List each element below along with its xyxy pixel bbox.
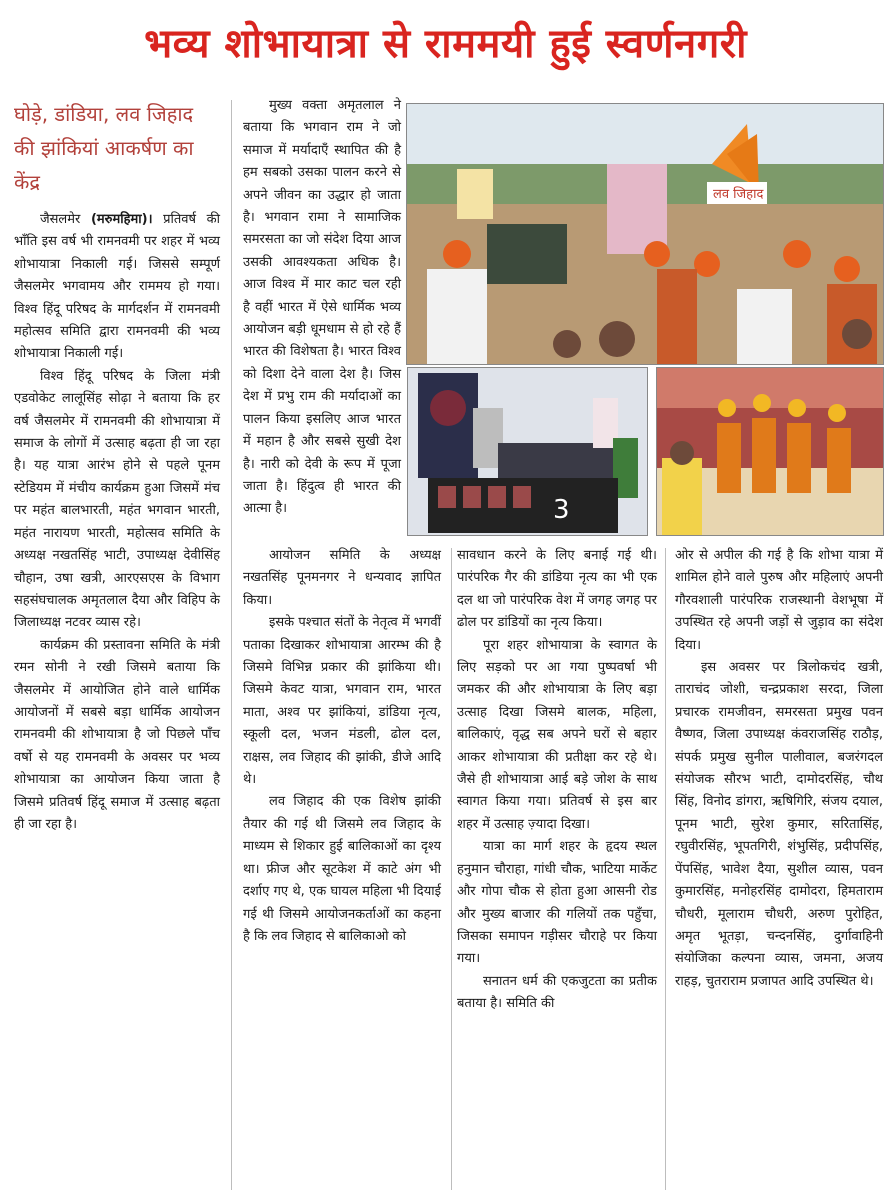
column-1 [14, 209, 220, 836]
col1-paragraph-3: कार्यक्रम की प्रस्तावना समिति के मंत्री रमन सोनी ने रखी जिसमे बताया कि जैसलमेर में आयोजित होने वाले धार्मिक आयोजनों में सबसे बड़ा धार्मिक आयोजन रामनवमी की शोभायात्रा है जो पिछले पाँच वर्षो से यह रामनवमी के अवसर पर भव्य शोभायात्रा का आयोजन किया जाता है जिसमे प्रतिवर्ष हिंदू समाज में उत्साह बढ़ता ही जा रहा है। [14, 637, 220, 832]
ram-darbar-photo-illustration [657, 368, 883, 535]
tableau-photo [407, 367, 648, 536]
col1-paragraph-1: प्रतिवर्ष की भाँति इस वर्ष भी रामनवमी पर शहर में भव्य शोभायात्रा निकाली गई। जिससे सम्पूर्ण जैसलमेर भगवामय और राममय हो गया। विश्व हिंदू परिषद के मार्गदर्शन में रामनवमी महोत्सव समिति द्वारा रामनवमी की भव्य शोभायात्रा निकाली गई। [14, 212, 220, 362]
col2-paragraph-1: मुख्य वक्ता अमृतलाल ने बताया कि भगवान राम ने जो समाज में मर्यादाएँ स्थापित की है हम सबको उसका पालन करने से अपने जीवन का उद्धार हो जाता है। भगवान रामा ने सामाजिक समरसता का जो संदेश दिया आज उसकी आवश्यकता अधिक है। आज विश्व में मार काट चल रही है वहीं भारत में ऐसे धार्मिक भव्य आयोजन बड़ी धूमधाम से हो रहे हैं भारत की विशेषता है। भारत विश्व को दिशा देने वाला देश है। जिस देश में प्रभु राम की मर्यादाओं का पालन किया इसलिए आज भारत में महान है और सबसे सुखी देश है। नारी को देवी के रूप में पूजा जाता है। हिंदुत्व ही भारत की आत्मा है। [243, 98, 401, 517]
headline: भव्य शोभायात्रा से राममयी हुई स्वर्णनगरी [144, 21, 747, 67]
subheadline: घोड़े, डांडिया, लव जिहाद की झांकियां आकर्षण का केंद्र [14, 102, 194, 194]
column-2 [243, 95, 401, 521]
column-divider-1 [231, 100, 232, 1190]
col4-paragraph-2: इस अवसर पर त्रिलोकचंद खत्री, ताराचंद जोशी, चन्द्रप्रकाश सरदा, जिला प्रचारक रामजीवन, समरसता प्रमुख पवन वैष्णव, जिला उपाध्यक्ष कंवराजसिंह राठौड़, संपर्क प्रमुख सुनील पालीवाल, बजरंगदल संयोजक सौरभ भाटी, दामोदरसिंह, चौथ सिंह, विनोद डांगरा, ऋषिगिरि, संजय दयाल, पूनम भाटी, सुरेश कुमार, सरितासिंह, रघुवीरसिंह, भूपतगिरी, शंभुसिंह, प्रदीपसिंह, पेंपसिंह, भावेश दैया, सुशील व्यास, पवन कुमारसिंह, मनोहरसिंह दामोदरा, हिमताराम चौधरी, मूलाराम चौधरी, अरुण पुरोहित, अमृत भूतड़ा, चन्दनसिंह, दुर्गावाहिनी संयोजिका कल्पना व्यास, जमना, अजय राहड़, चुतराराम प्रजापत आदि उपस्थित थे। [675, 660, 883, 989]
col3-paragraph-4: सनातन धर्म की एकजुटता का प्रतीक बताया है। समिति की [457, 973, 657, 1012]
column-divider-3 [665, 548, 666, 1190]
column-3 [457, 545, 657, 1016]
col4-paragraph-1: ओर से अपील की गई है कि शोभा यात्रा में शामिल होने वाले पुरुष और महिलाएं अपनी गौरवशाली पारंपरिक राजस्थानी वेशभूषा में उपस्थित रहे अपनी जड़ों से जुड़ाव का संदेश दिया। [675, 548, 883, 653]
tableau-photo-illustration [408, 368, 647, 535]
ram-darbar-photo [656, 367, 884, 536]
banner-text: लव जिहाद [713, 187, 764, 202]
dateline-city: जैसलमेर [40, 212, 81, 227]
col2-paragraph-2: आयोजन समिति के अध्यक्ष नखतसिंह पूनमनगर ने धन्यवाद ज्ञापित किया। [243, 548, 441, 608]
tableau-number: 3 [553, 495, 570, 525]
col3-paragraph-3: यात्रा का मार्ग शहर के हृदय स्थल हनुमान चौराहा, गांधी चौक, भाटिया मार्केट और गोपा चौक से होता हुआ आसनी रोड और मुख्य बाजार की गलियों तक पहुँचा, जिसका समापन गड़ीसर चौराहे पर किया गया। [457, 839, 657, 967]
col2-paragraph-4: लव जिहाद की एक विशेष झांकी तैयार की गई थी जिसमे लव जिहाद के माध्यम से शिकार हुई बालिकाओं का दृश्य था। फ्रीज और सूटकेश में काटे अंग भी दर्शाए गए थे, एक घायल महिला भी दियाई गई थी जिसमे आयोजनकर्ताओं का कहना है कि लव जिहाद से बालिकाओ को [243, 794, 441, 944]
col2-paragraph-3: इसके पश्चात संतों के नेतृत्व में भगवीं पताका दिखाकर शोभायात्रा आरम्भ की है जिसमे विभिन्न प्रकार की झांकिया थी। जिसमे केवट यात्रा, भगवान राम, भारत माता, अश्व पर झांकियां, डांडिया नृत्य, स्कूली दल, भजन मंडली, ढोल दल, राक्षस, लव जिहाद की झांकी, डीजे आदि थे। [243, 615, 441, 788]
col1-paragraph-2: विश्व हिंदू परिषद के जिला मंत्री एडवोकेट लालूसिंह सोढ़ा ने बताया कि हर वर्ष जैसलमेर में रामनवमी की शोभायात्रा में समाज के लोगों में उत्साह बढ़ता ही जा रहा है। यह यात्रा आरंभ होने से पहले पूनम स्टेडियम में मंचीय कार्यक्रम हुआ जिसमें मंच पर महंत बालभारती, महंत भगवान भारती, महंत नारायण भारती, महोत्सव समिति के अध्यक्ष नखतसिंह भाटी, उपाध्यक्ष देवीसिंह चौहान, उषा खत्री, आरएसएस के विभाग सहसंघचालक अमृतलाल दैया और विहिप के जिलाध्यक्ष नटवर व्यास रहे। [14, 368, 220, 631]
dateline-source: (मरुमहिमा)। [90, 212, 153, 227]
column-2-lower [243, 545, 441, 948]
dateline-paragraph [14, 209, 220, 366]
col3-paragraph-1: सावधान करने के लिए बनाई गई थी। पारंपरिक गैर की डांडिया नृत्य का भी एक दल था जो पारंपरिक वेश में जगह जगह पर ढोल पर डांडियों का नृत्य किया। [457, 548, 657, 631]
procession-photo [406, 103, 884, 365]
procession-photo-illustration [407, 104, 883, 364]
column-divider-2 [451, 548, 452, 1190]
column-4 [675, 545, 883, 993]
col3-paragraph-2: पूरा शहर शोभायात्रा के स्वागत के लिए सड़को पर आ गया पुष्पवर्षा भी जमकर की और शोभायात्रा के लिए बड़ा उत्साह दिखा जिसमे बालक, महिला, बालिकाएं, वृद्ध सब अपने घरों से बहार आकर शोभायात्रा की प्रतीक्षा कर रहे थे। जैसे ही शोभायात्रा आई बड़े जोश के साथ स्वागत किया गया। प्रतिवर्ष से इस बार शहर में उत्साह ज़्यादा दिखा। [457, 637, 657, 832]
